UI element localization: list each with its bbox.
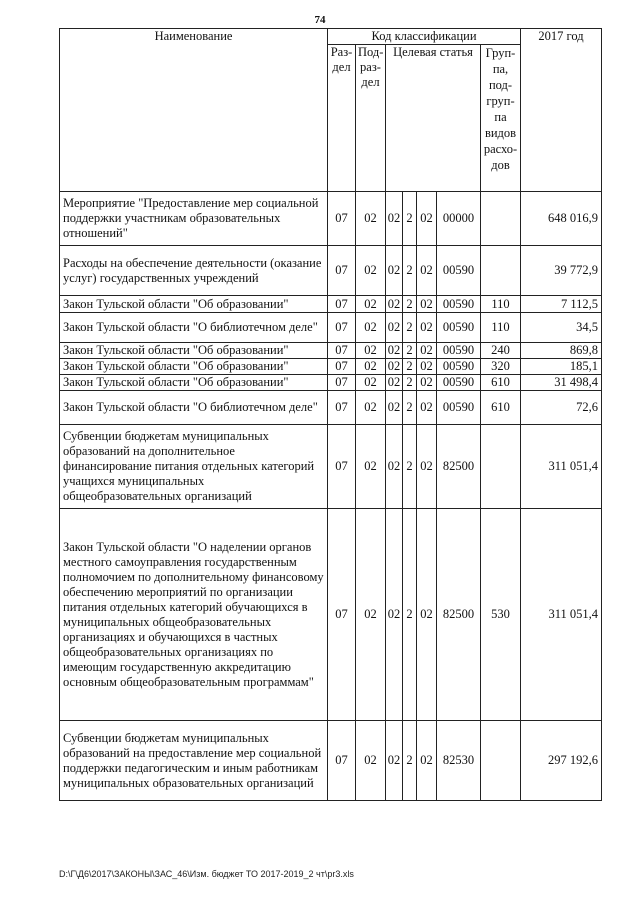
table-row (60, 425, 602, 509)
row-amount: 7 112,5 (521, 296, 602, 313)
header-expense-group: Груп- па, под- груп- па видов расхо- дов (481, 45, 521, 192)
row-target-program: 02 (386, 375, 403, 391)
row-expense-group: 530 (481, 509, 521, 721)
row-section: 07 (328, 192, 356, 246)
row-target-subprogram: 2 (403, 425, 417, 509)
row-name: Закон Тульской области "Об образовании" (60, 375, 328, 391)
row-amount: 297 192,6 (521, 721, 602, 801)
row-section: 07 (328, 246, 356, 296)
row-target-direction: 00590 (437, 391, 481, 425)
row-amount: 869,8 (521, 343, 602, 359)
row-target-measure: 02 (417, 391, 437, 425)
row-target-direction: 00000 (437, 192, 481, 246)
table-body (60, 192, 602, 801)
header-classification-code: Код классификации (328, 29, 521, 45)
row-target-subprogram: 2 (403, 313, 417, 343)
row-target-direction: 00590 (437, 375, 481, 391)
row-section: 07 (328, 375, 356, 391)
row-section: 07 (328, 509, 356, 721)
row-target-program: 02 (386, 296, 403, 313)
row-name: Закон Тульской области "О наделении органов местного самоуправления государственным полномочием по дополнительному финансовому обеспечению мероприятий по организации питания отдельных категорий обучающихся в муниципальных общеобразовательных организациях и обучающихся в частных общеобразовательных организациях по имеющим государственную аккредитацию основным общеобразовательным программам" (60, 509, 328, 721)
row-amount: 31 498,4 (521, 375, 602, 391)
row-expense-group: 110 (481, 296, 521, 313)
row-target-program: 02 (386, 313, 403, 343)
row-target-measure: 02 (417, 343, 437, 359)
row-expense-group (481, 246, 521, 296)
row-section: 07 (328, 391, 356, 425)
row-subsection: 02 (356, 391, 386, 425)
row-target-direction: 00590 (437, 246, 481, 296)
row-section: 07 (328, 359, 356, 375)
row-name: Закон Тульской области "Об образовании" (60, 343, 328, 359)
row-name: Закон Тульской области "О библиотечном деле" (60, 391, 328, 425)
row-expense-group (481, 425, 521, 509)
row-subsection: 02 (356, 359, 386, 375)
row-target-subprogram: 2 (403, 391, 417, 425)
row-name: Закон Тульской области "Об образовании" (60, 296, 328, 313)
header-section: Раз- дел (328, 45, 356, 192)
row-target-program: 02 (386, 359, 403, 375)
page-number: 74 (314, 14, 326, 26)
row-subsection: 02 (356, 509, 386, 721)
table-row (60, 246, 602, 296)
header-year: 2017 год (521, 29, 602, 192)
row-subsection: 02 (356, 425, 386, 509)
row-section: 07 (328, 296, 356, 313)
row-target-program: 02 (386, 391, 403, 425)
header-target-article: Целевая статья (386, 45, 481, 192)
row-amount: 185,1 (521, 359, 602, 375)
row-target-direction: 00590 (437, 296, 481, 313)
row-target-subprogram: 2 (403, 296, 417, 313)
row-section: 07 (328, 425, 356, 509)
row-subsection: 02 (356, 721, 386, 801)
row-target-direction: 82530 (437, 721, 481, 801)
row-name: Закон Тульской области "Об образовании" (60, 359, 328, 375)
row-expense-group (481, 192, 521, 246)
row-name: Субвенции бюджетам муниципальных образований на дополнительное финансирование питания отдельных категорий учащихся муниципальных общеобразовательных организаций (60, 425, 328, 509)
row-target-direction: 82500 (437, 425, 481, 509)
row-amount: 72,6 (521, 391, 602, 425)
row-subsection: 02 (356, 296, 386, 313)
table-row (60, 509, 602, 721)
row-target-program: 02 (386, 192, 403, 246)
row-name: Закон Тульской области "О библиотечном деле" (60, 313, 328, 343)
row-target-measure: 02 (417, 296, 437, 313)
table-row (60, 313, 602, 343)
row-target-measure: 02 (417, 246, 437, 296)
row-name: Субвенции бюджетам муниципальных образований на предоставление мер социальной поддержки педагогическим и иным работникам муниципальных образовательных организаций (60, 721, 328, 801)
row-target-subprogram: 2 (403, 246, 417, 296)
table-row (60, 359, 602, 375)
row-amount: 34,5 (521, 313, 602, 343)
row-target-direction: 00590 (437, 313, 481, 343)
row-section: 07 (328, 721, 356, 801)
row-section: 07 (328, 343, 356, 359)
table-row (60, 721, 602, 801)
table-row (60, 391, 602, 425)
row-expense-group: 110 (481, 313, 521, 343)
row-target-subprogram: 2 (403, 343, 417, 359)
row-amount: 311 051,4 (521, 509, 602, 721)
row-target-program: 02 (386, 246, 403, 296)
row-target-program: 02 (386, 509, 403, 721)
budget-table (59, 28, 602, 801)
row-name: Расходы на обеспечение деятельности (оказание услуг) государственных учреждений (60, 246, 328, 296)
row-subsection: 02 (356, 192, 386, 246)
row-name: Мероприятие "Предоставление мер социальной поддержки участникам образовательных отношений" (60, 192, 328, 246)
row-target-program: 02 (386, 425, 403, 509)
file-path-footer: D:\Г\Д6\2017\ЗАКОНЫ\ЗАС_46\Изм. бюджет ТО 2017-2019_2 чт\pr3.xls (59, 869, 354, 879)
row-amount: 648 016,9 (521, 192, 602, 246)
row-target-measure: 02 (417, 313, 437, 343)
row-amount: 311 051,4 (521, 425, 602, 509)
row-expense-group: 240 (481, 343, 521, 359)
row-target-direction: 00590 (437, 343, 481, 359)
row-amount: 39 772,9 (521, 246, 602, 296)
table-row (60, 343, 602, 359)
table-row (60, 375, 602, 391)
row-target-direction: 00590 (437, 359, 481, 375)
table-row (60, 296, 602, 313)
row-target-program: 02 (386, 721, 403, 801)
row-subsection: 02 (356, 246, 386, 296)
row-section: 07 (328, 313, 356, 343)
row-target-subprogram: 2 (403, 375, 417, 391)
row-target-subprogram: 2 (403, 359, 417, 375)
header-subsection: Под- раз- дел (356, 45, 386, 192)
row-expense-group: 610 (481, 391, 521, 425)
row-target-subprogram: 2 (403, 721, 417, 801)
row-target-measure: 02 (417, 425, 437, 509)
row-subsection: 02 (356, 343, 386, 359)
table-row (60, 192, 602, 246)
header-row-1 (60, 29, 602, 45)
row-target-subprogram: 2 (403, 192, 417, 246)
row-target-measure: 02 (417, 721, 437, 801)
row-target-direction: 82500 (437, 509, 481, 721)
row-target-measure: 02 (417, 509, 437, 721)
row-target-measure: 02 (417, 192, 437, 246)
header-name: Наименование (60, 29, 328, 192)
row-target-measure: 02 (417, 359, 437, 375)
row-target-program: 02 (386, 343, 403, 359)
row-expense-group: 320 (481, 359, 521, 375)
row-subsection: 02 (356, 313, 386, 343)
row-target-subprogram: 2 (403, 509, 417, 721)
row-target-measure: 02 (417, 375, 437, 391)
row-expense-group (481, 721, 521, 801)
row-subsection: 02 (356, 375, 386, 391)
row-expense-group: 610 (481, 375, 521, 391)
